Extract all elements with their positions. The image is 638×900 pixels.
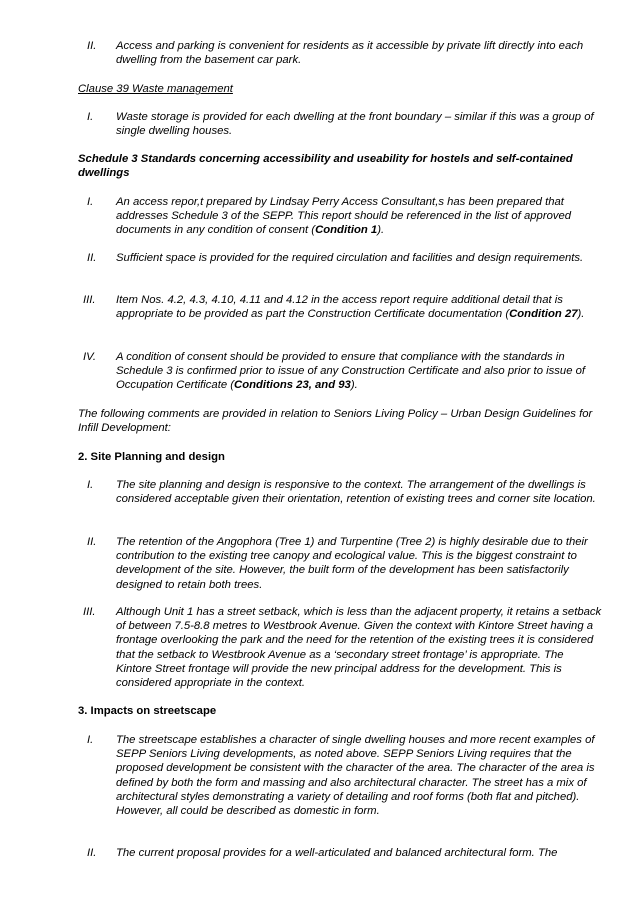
condition-reference: Conditions 23, and 93 <box>234 379 351 392</box>
clause-39-heading: Clause 39 Waste management <box>78 83 233 95</box>
condition-reference: Condition 1 <box>315 224 378 237</box>
condition-reference: Condition 27 <box>509 308 578 321</box>
intro-paragraph: The following comments are provided in relation to Seniors Living Policy – Urban Design Guidelines for Infill Development: <box>78 408 593 435</box>
schedule-3-heading: Schedule 3 Standards concerning accessibility and useability for hostels and self-contained dwellings <box>78 153 573 180</box>
list-item-text: Although Unit 1 has a street setback, which is less than the adjacent property, it retains a setback of between 7.5-8.8 metres to Westbrook Avenue. Given the context with Kintore Street having a frontage overlooking the park and the need for the retention of the existing trees it is considered that the setback to Westbrook Avenue as a ‘secondary street frontage’ is appropriate. The Kintore Street frontage will provide the new principal address for the development. This is considered appropriate in the context. <box>116 606 602 690</box>
list-item-number: I. <box>87 734 94 746</box>
list-item-number: II. <box>87 252 97 264</box>
section-2-heading: 2. Site Planning and design <box>78 451 225 463</box>
list-item-number: IV. <box>83 351 96 363</box>
list-item-text: A condition of consent should be provided to ensure that compliance with the standards in Schedule 3 is confirmed prior to issue of any Construction Certificate and also prior to issue of Occupation Certificate (Conditions 23, and 93). <box>116 351 586 392</box>
list-item-number: III. <box>83 294 96 306</box>
list-item-text: The streetscape establishes a character of single dwelling houses and more recent examples of SEPP Seniors Living developments, as noted above. SEPP Seniors Living requires that the proposed development be consistent with the character of the area. The character of the area is defined by both the form and massing and also architectural character. The street has a mix of architectural styles demonstrating a variety of detailing and roof forms (both flat and pitched). However, all could be described as domestic in form. <box>116 734 595 818</box>
section-3-heading: 3. Impacts on streetscape <box>78 705 217 717</box>
list-item-number: I. <box>87 111 94 123</box>
list-item-text: The site planning and design is responsive to the context. The arrangement of the dwellings is considered acceptable given their orientation, retention of existing trees and corner site location. <box>116 479 596 506</box>
list-item-number: II. <box>87 536 97 548</box>
list-item-text: Item Nos. 4.2, 4.3, 4.10, 4.11 and 4.12 in the access report require additional detail that is appropriate to be provided as part the Construction Certificate documentation (Condition 27). <box>116 294 585 321</box>
list-item-number: II. <box>87 847 97 859</box>
list-item-text: Access and parking is convenient for residents as it accessible by private lift directly into each dwelling from the basement car park. <box>116 40 584 67</box>
list-item-number: I. <box>87 479 94 491</box>
list-item-text: The current proposal provides for a well-articulated and balanced architectural form. The <box>116 847 558 859</box>
list-item-number: III. <box>83 606 96 618</box>
list-item-number: II. <box>87 40 97 52</box>
list-item-text: Sufficient space is provided for the required circulation and facilities and design requirements. <box>116 252 584 264</box>
list-item-number: I. <box>87 196 94 208</box>
list-item-text: The retention of the Angophora (Tree 1) and Turpentine (Tree 2) is highly desirable due to their contribution to the existing tree canopy and ecological value. This is the biggest constraint to development of the site. However, the built form of the development has been satisfactorily designed to retain both trees. <box>116 536 588 591</box>
list-item-text: An access repor,t prepared by Lindsay Perry Access Consultant,s has been prepared that addresses Schedule 3 of the SEPP. This report should be referenced in the list of approved documents in any condition of consent (Condition 1). <box>116 196 572 237</box>
list-item-text: Waste storage is provided for each dwelling at the front boundary – similar if this was a group of single dwelling houses. <box>116 111 594 138</box>
